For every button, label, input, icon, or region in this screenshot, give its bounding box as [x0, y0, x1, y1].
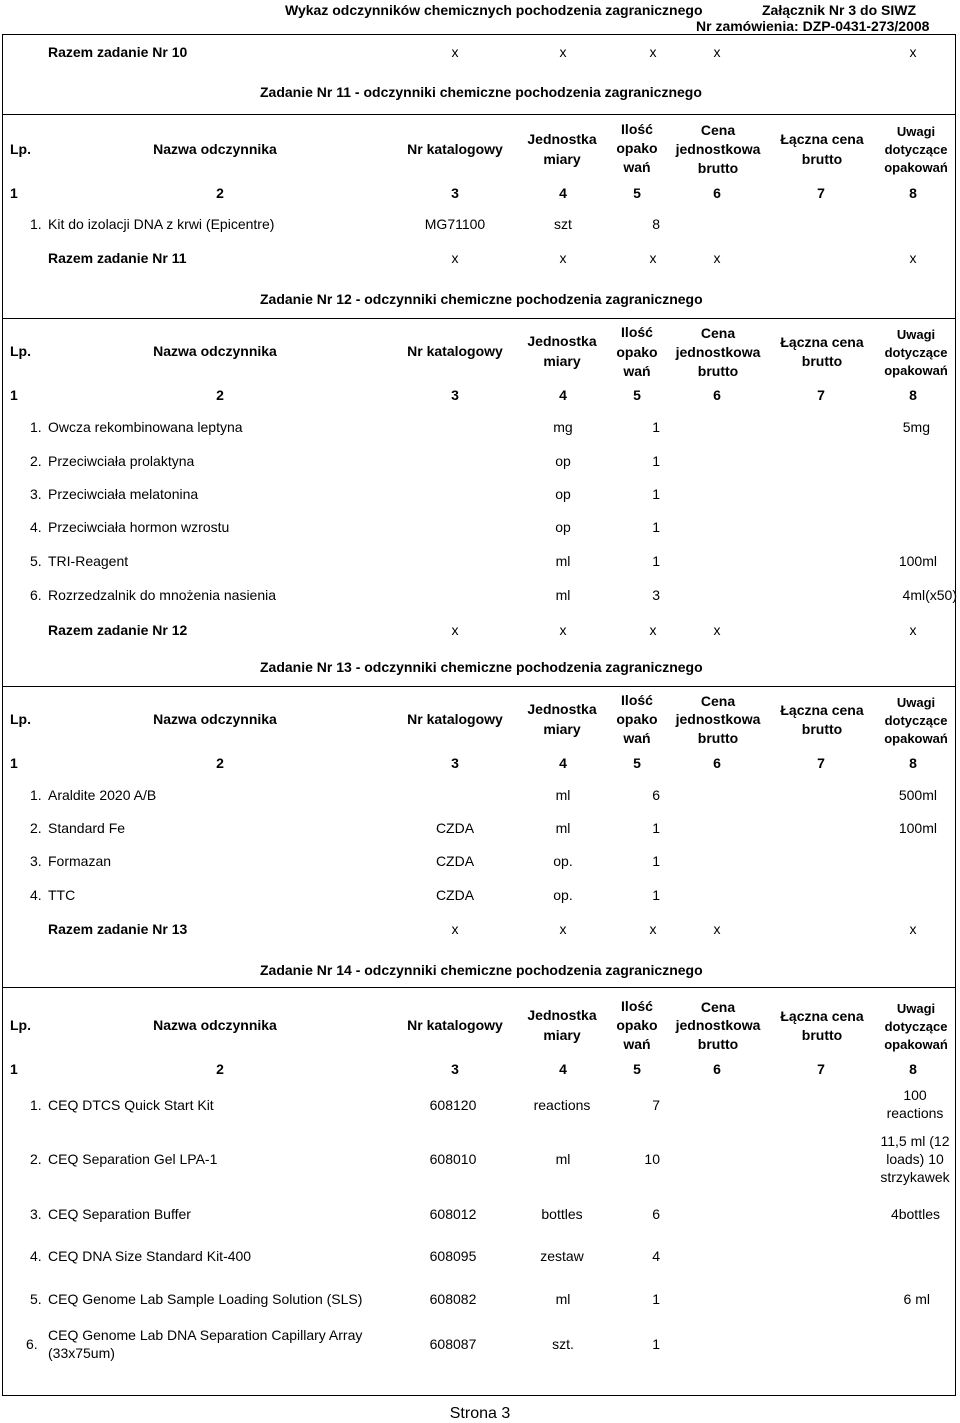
- col-number: 1: [10, 387, 18, 403]
- row-unit: szt.: [552, 1336, 574, 1352]
- x-mark: x: [649, 921, 657, 937]
- col-qty: Ilość: [621, 692, 653, 708]
- col-unit: Jednostka: [527, 1007, 597, 1023]
- col-price: Cena: [700, 122, 736, 138]
- row-notes: 6 ml: [903, 1291, 930, 1307]
- row-name: CEQ Genome Lab Sample Loading Solution (SLS): [48, 1291, 363, 1307]
- col-name: Nazwa odczynnika: [153, 1017, 277, 1033]
- x-mark: x: [649, 44, 657, 60]
- row-name: Przeciwciała hormon wzrostu: [48, 519, 230, 535]
- total-label: Razem zadanie Nr 13: [48, 921, 188, 937]
- col-number: 1: [10, 185, 18, 201]
- col-number: 6: [713, 755, 721, 771]
- row-unit: ml: [555, 787, 571, 803]
- col-number: 7: [817, 755, 825, 771]
- row-catalog: CZDA: [435, 820, 475, 836]
- col-price: Cena: [700, 325, 736, 341]
- col-price: brutto: [697, 160, 739, 176]
- row-notes: 100: [903, 1087, 927, 1103]
- col-catalog: Nr katalogowy: [407, 1017, 503, 1033]
- x-mark: x: [909, 250, 917, 266]
- divider: [3, 318, 955, 319]
- row-notes: loads) 10: [886, 1151, 944, 1167]
- col-price: jednostkowa: [675, 1017, 761, 1033]
- col-notes: dotyczące: [884, 713, 948, 728]
- col-number: 4: [559, 387, 567, 403]
- row-lp: 3.: [30, 853, 42, 869]
- row-lp: 3.: [30, 486, 42, 502]
- row-lp: 2.: [30, 1151, 42, 1167]
- col-notes: dotyczące: [884, 345, 948, 360]
- col-number: 8: [909, 185, 917, 201]
- row-qty: 1: [652, 519, 660, 535]
- col-price: Cena: [700, 999, 736, 1015]
- attachment-label: Załącznik Nr 3 do SIWZ: [762, 2, 917, 18]
- row-qty: 1: [652, 1291, 660, 1307]
- col-number: 5: [633, 185, 641, 201]
- col-lp: Lp.: [10, 141, 31, 157]
- col-qty: opako: [616, 1017, 658, 1033]
- col-name: Nazwa odczynnika: [153, 711, 277, 727]
- col-qty: opako: [616, 140, 658, 156]
- col-price: jednostkowa: [675, 711, 761, 727]
- row-notes: 500ml: [898, 787, 937, 803]
- col-number: 2: [216, 755, 224, 771]
- row-lp: 5.: [30, 1291, 42, 1307]
- row-catalog: MG71100: [424, 216, 486, 232]
- row-name: Formazan: [48, 853, 112, 869]
- x-mark: x: [451, 44, 459, 60]
- col-notes: dotyczące: [884, 142, 948, 157]
- x-mark: x: [649, 622, 657, 638]
- row-unit: op.: [553, 887, 573, 903]
- x-mark: x: [559, 250, 567, 266]
- col-price: brutto: [697, 730, 739, 746]
- col-notes: opakowań: [884, 160, 948, 175]
- row-notes: reactions: [886, 1105, 944, 1121]
- row-catalog: CZDA: [435, 887, 475, 903]
- row-lp: 2.: [30, 453, 42, 469]
- col-number: 3: [451, 755, 459, 771]
- col-unit: miary: [543, 721, 581, 737]
- row-lp: 5.: [30, 553, 42, 569]
- row-notes: 11,5 ml (12: [880, 1133, 950, 1149]
- x-mark: x: [909, 622, 917, 638]
- col-unit: miary: [543, 151, 581, 167]
- col-number: 7: [817, 185, 825, 201]
- task-title-z11: Zadanie Nr 11 - odczynniki chemiczne pochodzenia zagranicznego: [260, 84, 702, 100]
- col-lp: Lp.: [10, 343, 31, 359]
- col-number: 6: [713, 185, 721, 201]
- col-number: 5: [633, 1061, 641, 1077]
- col-number: 3: [451, 1061, 459, 1077]
- col-notes: opakowań: [884, 363, 948, 378]
- x-mark: x: [451, 921, 459, 937]
- col-number: 2: [216, 185, 224, 201]
- col-notes: Uwagi: [896, 327, 936, 342]
- task-title-z12: Zadanie Nr 12 - odczynniki chemiczne pochodzenia zagranicznego: [260, 291, 703, 307]
- row-catalog: 608087: [429, 1336, 477, 1352]
- x-mark: x: [909, 44, 917, 60]
- row-qty: 1: [652, 553, 660, 569]
- row-name: CEQ Separation Gel LPA-1: [48, 1151, 218, 1167]
- col-number: 3: [451, 387, 459, 403]
- col-number: 1: [10, 1061, 18, 1077]
- row-unit: op.: [553, 853, 573, 869]
- row-name: Standard Fe: [48, 820, 126, 836]
- col-number: 2: [216, 387, 224, 403]
- row-notes: 5mg: [902, 419, 930, 435]
- row-name: TRI-Reagent: [48, 553, 129, 569]
- row-qty: 1: [652, 887, 660, 903]
- row-lp: 6.: [30, 587, 42, 603]
- row-qty: 1: [652, 820, 660, 836]
- divider: [3, 114, 955, 115]
- col-number: 1: [10, 755, 18, 771]
- col-lp: Lp.: [10, 1017, 31, 1033]
- row-lp: 1.: [30, 1097, 42, 1113]
- row-name: (33x75um): [48, 1345, 115, 1361]
- col-notes: opakowań: [884, 731, 948, 746]
- col-qty: opako: [616, 711, 658, 727]
- x-mark: x: [649, 250, 657, 266]
- row-name: CEQ Separation Buffer: [48, 1206, 191, 1222]
- col-total: Łączna cena: [780, 334, 864, 350]
- row-catalog: CZDA: [435, 853, 475, 869]
- x-mark: x: [559, 921, 567, 937]
- row-unit: bottles: [541, 1206, 583, 1222]
- col-total: Łączna cena: [780, 702, 864, 718]
- divider: [3, 686, 955, 687]
- col-number: 4: [559, 185, 567, 201]
- row-unit: op: [555, 453, 571, 469]
- row-lp: 6.: [26, 1336, 38, 1352]
- x-mark: x: [713, 622, 721, 638]
- row-qty: 1: [652, 486, 660, 502]
- x-mark: x: [713, 921, 721, 937]
- row-name: Owcza rekombinowana leptyna: [48, 419, 243, 435]
- col-unit: Jednostka: [527, 333, 597, 349]
- row-catalog: 608012: [429, 1206, 477, 1222]
- task-title-z14: Zadanie Nr 14 - odczynniki chemiczne pochodzenia zagranicznego: [260, 962, 703, 978]
- page-number: Strona 3: [449, 1405, 511, 1422]
- col-number: 2: [216, 1061, 224, 1077]
- row-qty: 4: [652, 1248, 660, 1264]
- row-unit: mg: [553, 419, 573, 435]
- col-qty: Ilość: [621, 121, 653, 137]
- col-qty: wań: [623, 159, 651, 175]
- order-number: Nr zamówienia: DZP-0431-273/2008: [696, 18, 930, 34]
- row-catalog: 608082: [429, 1291, 477, 1307]
- row-name: Przeciwciała prolaktyna: [48, 453, 195, 469]
- row-name: Rozrzedzalnik do mnożenia nasienia: [48, 587, 277, 603]
- col-name: Nazwa odczynnika: [153, 141, 277, 157]
- row-notes: 100ml: [898, 553, 937, 569]
- col-number: 7: [817, 387, 825, 403]
- row-lp: 4.: [30, 519, 42, 535]
- row-unit: szt: [554, 216, 572, 232]
- col-price: brutto: [697, 363, 739, 379]
- x-mark: x: [559, 44, 567, 60]
- col-qty: wań: [623, 363, 651, 379]
- col-number: 8: [909, 755, 917, 771]
- col-catalog: Nr katalogowy: [407, 711, 503, 727]
- row-qty: 3: [652, 587, 660, 603]
- row-unit: ml: [555, 820, 571, 836]
- col-lp: Lp.: [10, 711, 31, 727]
- col-total: Łączna cena: [780, 131, 864, 147]
- row-unit: op: [555, 486, 571, 502]
- row-qty: 1: [652, 453, 660, 469]
- col-number: 8: [909, 387, 917, 403]
- row-lp: 3.: [30, 1206, 42, 1222]
- col-total: brutto: [801, 1027, 843, 1043]
- col-qty: opako: [616, 344, 658, 360]
- col-catalog: Nr katalogowy: [407, 141, 503, 157]
- row-qty: 6: [652, 1206, 660, 1222]
- col-number: 8: [909, 1061, 917, 1077]
- col-unit: Jednostka: [527, 131, 597, 147]
- col-total: brutto: [801, 353, 843, 369]
- row-unit: ml: [555, 553, 571, 569]
- row-qty: 10: [644, 1151, 660, 1167]
- row-lp: 1.: [30, 787, 42, 803]
- col-number: 4: [559, 755, 567, 771]
- row-qty: 1: [652, 1336, 660, 1352]
- col-qty: wań: [623, 730, 651, 746]
- row-unit: ml: [555, 1151, 571, 1167]
- col-number: 6: [713, 387, 721, 403]
- row-qty: 8: [652, 216, 660, 232]
- col-number: 7: [817, 1061, 825, 1077]
- col-total: brutto: [801, 151, 843, 167]
- row-notes: 4bottles: [890, 1206, 940, 1222]
- row-qty: 1: [652, 419, 660, 435]
- col-total: Łączna cena: [780, 1008, 864, 1024]
- row-name: Kit do izolacji DNA z krwi (Epicentre): [48, 216, 275, 232]
- x-mark: x: [909, 921, 917, 937]
- col-number: 5: [633, 387, 641, 403]
- col-number: 5: [633, 755, 641, 771]
- row-lp: 4.: [30, 1248, 42, 1264]
- col-name: Nazwa odczynnika: [153, 343, 277, 359]
- col-unit: miary: [543, 1027, 581, 1043]
- document-title: Wykaz odczynników chemicznych pochodzenia zagranicznego: [285, 2, 703, 18]
- total-label: Razem zadanie Nr 12: [48, 622, 188, 638]
- col-notes: Uwagi: [896, 695, 936, 710]
- row-name: Araldite 2020 A/B: [48, 787, 157, 803]
- row-name: TTC: [48, 887, 76, 903]
- row-name: Przeciwciała melatonina: [48, 486, 199, 502]
- col-unit: Jednostka: [527, 701, 597, 717]
- total-label: Razem zadanie Nr 11: [48, 250, 187, 266]
- row-catalog: 608010: [429, 1151, 477, 1167]
- col-price: brutto: [697, 1036, 739, 1052]
- frame-top-border: [3, 34, 955, 35]
- col-price: jednostkowa: [675, 344, 761, 360]
- col-unit: miary: [543, 353, 581, 369]
- col-notes: Uwagi: [896, 124, 936, 139]
- row-catalog: 608095: [429, 1248, 477, 1264]
- row-lp: 1.: [30, 419, 42, 435]
- row-notes: strzykawek: [880, 1169, 950, 1185]
- row-name: CEQ DTCS Quick Start Kit: [48, 1097, 214, 1113]
- col-qty: wań: [623, 1036, 651, 1052]
- col-number: 6: [713, 1061, 721, 1077]
- row-unit: zestaw: [540, 1248, 584, 1264]
- col-number: 4: [559, 1061, 567, 1077]
- task-title-z13: Zadanie Nr 13 - odczynniki chemiczne pochodzenia zagranicznego: [260, 659, 703, 675]
- row-notes: 100ml: [898, 820, 937, 836]
- col-notes: Uwagi: [896, 1001, 936, 1016]
- col-number: 3: [451, 185, 459, 201]
- col-qty: Ilość: [621, 324, 653, 340]
- col-catalog: Nr katalogowy: [407, 343, 503, 359]
- col-total: brutto: [801, 721, 843, 737]
- row-name: CEQ DNA Size Standard Kit-400: [48, 1248, 252, 1264]
- col-price: jednostkowa: [675, 141, 761, 157]
- row-unit: ml: [555, 1291, 571, 1307]
- row-qty: 6: [652, 787, 660, 803]
- total-label: Razem zadanie Nr 10: [48, 44, 188, 60]
- row-unit: op: [555, 519, 571, 535]
- row-lp: 4.: [30, 887, 42, 903]
- row-lp: 2.: [30, 820, 42, 836]
- row-unit: reactions: [533, 1097, 591, 1113]
- col-price: Cena: [700, 693, 736, 709]
- row-name: CEQ Genome Lab DNA Separation Capillary Array: [48, 1327, 363, 1343]
- col-qty: Ilość: [621, 998, 653, 1014]
- row-unit: ml: [555, 587, 571, 603]
- x-mark: x: [713, 44, 721, 60]
- x-mark: x: [559, 622, 567, 638]
- x-mark: x: [451, 250, 459, 266]
- row-qty: 1: [652, 853, 660, 869]
- x-mark: x: [451, 622, 459, 638]
- col-notes: opakowań: [884, 1037, 948, 1052]
- x-mark: x: [713, 250, 721, 266]
- row-catalog: 608120: [429, 1097, 477, 1113]
- row-notes: 4ml(x50): [902, 587, 957, 603]
- divider: [3, 987, 955, 988]
- col-notes: dotyczące: [884, 1019, 948, 1034]
- row-qty: 7: [652, 1097, 660, 1113]
- row-lp: 1.: [30, 216, 42, 232]
